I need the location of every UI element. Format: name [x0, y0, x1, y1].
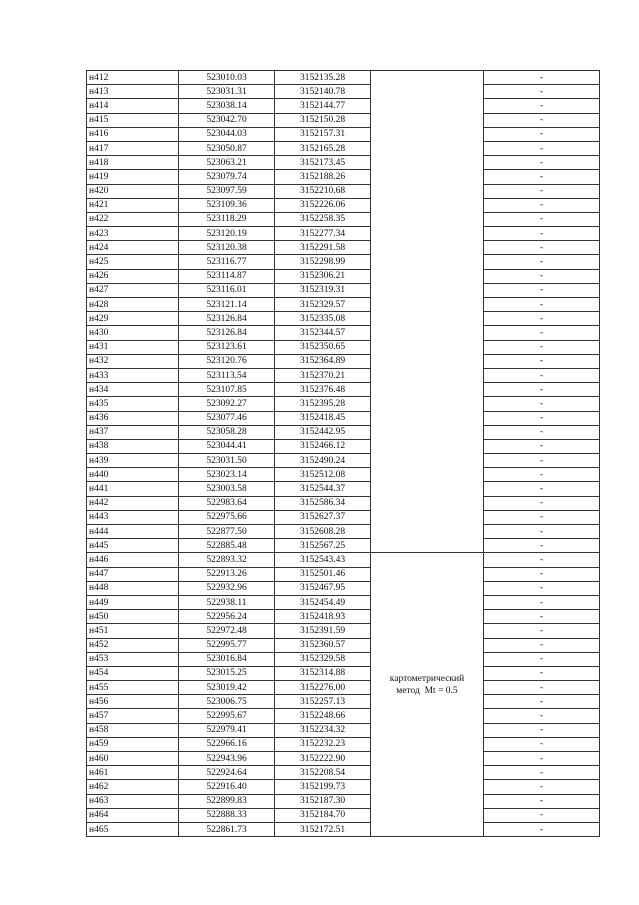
- coord-y-cell: 3152376.48: [275, 383, 371, 397]
- point-id-cell: н448: [87, 581, 179, 595]
- table-row: [87, 737, 600, 751]
- coord-x-cell: 523097.59: [179, 184, 275, 198]
- coord-x-cell: 523016.84: [179, 652, 275, 666]
- coord-x-cell: 523114.87: [179, 269, 275, 283]
- coord-x-cell: 522893.32: [179, 553, 275, 567]
- accuracy-cell: -: [484, 241, 600, 255]
- table-row: [87, 198, 600, 212]
- coord-x-cell: 523120.76: [179, 354, 275, 368]
- table-row: [87, 411, 600, 425]
- point-id-cell: н423: [87, 227, 179, 241]
- table-row: [87, 794, 600, 808]
- coord-y-cell: 3152544.37: [275, 482, 371, 496]
- table-row: [87, 780, 600, 794]
- coord-x-cell: 523123.61: [179, 340, 275, 354]
- coord-y-cell: 3152291.58: [275, 241, 371, 255]
- point-id-cell: н456: [87, 695, 179, 709]
- coord-x-cell: 522888.33: [179, 808, 275, 822]
- table-row: [87, 468, 600, 482]
- coord-x-cell: 523079.74: [179, 170, 275, 184]
- point-id-cell: н453: [87, 652, 179, 666]
- point-id-cell: н465: [87, 822, 179, 836]
- table-row: [87, 695, 600, 709]
- coord-y-cell: 3152454.49: [275, 595, 371, 609]
- coord-x-cell: 523118.29: [179, 212, 275, 226]
- coord-x-cell: 522932.96: [179, 581, 275, 595]
- coord-y-cell: 3152210.68: [275, 184, 371, 198]
- accuracy-cell: -: [484, 752, 600, 766]
- accuracy-cell: -: [484, 581, 600, 595]
- coord-y-cell: 3152512.08: [275, 468, 371, 482]
- accuracy-cell: -: [484, 340, 600, 354]
- coord-y-cell: 3152306.21: [275, 269, 371, 283]
- point-id-cell: н425: [87, 255, 179, 269]
- accuracy-cell: -: [484, 666, 600, 680]
- coord-y-cell: 3152627.37: [275, 510, 371, 524]
- coord-x-cell: 523031.50: [179, 454, 275, 468]
- coord-x-cell: 522995.67: [179, 709, 275, 723]
- point-id-cell: н416: [87, 127, 179, 141]
- point-id-cell: н431: [87, 340, 179, 354]
- coord-x-cell: 523109.36: [179, 198, 275, 212]
- coord-y-cell: 3152187.30: [275, 794, 371, 808]
- coord-y-cell: 3152232.23: [275, 737, 371, 751]
- accuracy-cell: -: [484, 468, 600, 482]
- accuracy-cell: -: [484, 184, 600, 198]
- point-id-cell: н451: [87, 624, 179, 638]
- table-row: [87, 241, 600, 255]
- coord-y-cell: 3152319.31: [275, 283, 371, 297]
- point-id-cell: н462: [87, 780, 179, 794]
- coord-x-cell: 522885.48: [179, 539, 275, 553]
- coord-x-cell: 522877.50: [179, 525, 275, 539]
- coord-x-cell: 522938.11: [179, 595, 275, 609]
- table-row: [87, 454, 600, 468]
- table-row: [87, 808, 600, 822]
- coord-x-cell: 523120.19: [179, 227, 275, 241]
- accuracy-cell: -: [484, 71, 600, 85]
- accuracy-cell: -: [484, 425, 600, 439]
- table-row: [87, 283, 600, 297]
- table-row: [87, 567, 600, 581]
- accuracy-cell: -: [484, 454, 600, 468]
- point-id-cell: н436: [87, 411, 179, 425]
- table-row: [87, 312, 600, 326]
- accuracy-cell: -: [484, 652, 600, 666]
- point-id-cell: н443: [87, 510, 179, 524]
- coord-x-cell: 523044.03: [179, 127, 275, 141]
- accuracy-cell: -: [484, 113, 600, 127]
- accuracy-cell: -: [484, 681, 600, 695]
- coord-y-cell: 3152329.58: [275, 652, 371, 666]
- accuracy-cell: -: [484, 808, 600, 822]
- coord-x-cell: 523116.01: [179, 283, 275, 297]
- table-row: [87, 99, 600, 113]
- table-row: [87, 383, 600, 397]
- table-row: [87, 340, 600, 354]
- table-row: [87, 425, 600, 439]
- accuracy-cell: -: [484, 482, 600, 496]
- table-row: [87, 681, 600, 695]
- accuracy-cell: -: [484, 553, 600, 567]
- point-id-cell: н414: [87, 99, 179, 113]
- point-id-cell: н464: [87, 808, 179, 822]
- table-row: [87, 723, 600, 737]
- point-id-cell: н426: [87, 269, 179, 283]
- accuracy-cell: -: [484, 439, 600, 453]
- table-row: [87, 752, 600, 766]
- coord-x-cell: 523042.70: [179, 113, 275, 127]
- point-id-cell: н439: [87, 454, 179, 468]
- accuracy-cell: -: [484, 227, 600, 241]
- table-row: [87, 141, 600, 155]
- coord-y-cell: 3152350.65: [275, 340, 371, 354]
- point-id-cell: н452: [87, 638, 179, 652]
- point-id-cell: н461: [87, 766, 179, 780]
- table-row: [87, 156, 600, 170]
- coord-x-cell: 522913.26: [179, 567, 275, 581]
- coord-y-cell: 3152370.21: [275, 368, 371, 382]
- accuracy-cell: -: [484, 212, 600, 226]
- point-id-cell: н434: [87, 383, 179, 397]
- coord-y-cell: 3152248.66: [275, 709, 371, 723]
- point-id-cell: н459: [87, 737, 179, 751]
- table-row: [87, 482, 600, 496]
- point-id-cell: н444: [87, 525, 179, 539]
- point-id-cell: н463: [87, 794, 179, 808]
- table-row: [87, 553, 600, 567]
- accuracy-cell: -: [484, 780, 600, 794]
- coord-y-cell: 3152226.06: [275, 198, 371, 212]
- coord-y-cell: 3152501.46: [275, 567, 371, 581]
- point-id-cell: н420: [87, 184, 179, 198]
- table-row: [87, 666, 600, 680]
- table-row: [87, 354, 600, 368]
- point-id-cell: н419: [87, 170, 179, 184]
- coord-x-cell: 523006.75: [179, 695, 275, 709]
- table-row: [87, 326, 600, 340]
- coord-x-cell: 522975.66: [179, 510, 275, 524]
- accuracy-cell: -: [484, 737, 600, 751]
- coordinates-table: [86, 70, 600, 837]
- coord-y-cell: 3152199.73: [275, 780, 371, 794]
- coord-x-cell: 523116.77: [179, 255, 275, 269]
- table-row: [87, 298, 600, 312]
- table-row: [87, 652, 600, 666]
- table-row: [87, 71, 600, 85]
- coord-y-cell: 3152208.54: [275, 766, 371, 780]
- point-id-cell: н454: [87, 666, 179, 680]
- coord-x-cell: 523113.54: [179, 368, 275, 382]
- point-id-cell: н446: [87, 553, 179, 567]
- coord-y-cell: 3152543.43: [275, 553, 371, 567]
- coord-y-cell: 3152276.00: [275, 681, 371, 695]
- accuracy-cell: -: [484, 127, 600, 141]
- point-id-cell: н440: [87, 468, 179, 482]
- coord-y-cell: 3152188.26: [275, 170, 371, 184]
- table-row: [87, 595, 600, 609]
- table-row: [87, 397, 600, 411]
- method-line-1: картометрический: [389, 674, 465, 685]
- accuracy-cell: -: [484, 283, 600, 297]
- accuracy-cell: -: [484, 525, 600, 539]
- coord-y-cell: 3152391.59: [275, 624, 371, 638]
- coord-x-cell: 522983.64: [179, 496, 275, 510]
- accuracy-cell: -: [484, 156, 600, 170]
- accuracy-cell: -: [484, 624, 600, 638]
- accuracy-cell: -: [484, 312, 600, 326]
- point-id-cell: н422: [87, 212, 179, 226]
- point-id-cell: н413: [87, 85, 179, 99]
- coord-x-cell: 522899.83: [179, 794, 275, 808]
- accuracy-cell: -: [484, 496, 600, 510]
- accuracy-cell: -: [484, 822, 600, 836]
- coord-y-cell: 3152608.28: [275, 525, 371, 539]
- coord-x-cell: 522916.40: [179, 780, 275, 794]
- accuracy-cell: -: [484, 170, 600, 184]
- coord-x-cell: 522995.77: [179, 638, 275, 652]
- point-id-cell: н424: [87, 241, 179, 255]
- point-id-cell: н441: [87, 482, 179, 496]
- point-id-cell: н435: [87, 397, 179, 411]
- coord-x-cell: 523010.03: [179, 71, 275, 85]
- coord-x-cell: 522943.96: [179, 752, 275, 766]
- accuracy-cell: -: [484, 198, 600, 212]
- coord-y-cell: 3152360.57: [275, 638, 371, 652]
- point-id-cell: н437: [87, 425, 179, 439]
- table-row: [87, 496, 600, 510]
- accuracy-cell: -: [484, 411, 600, 425]
- table-row: [87, 610, 600, 624]
- coord-x-cell: 523126.84: [179, 326, 275, 340]
- coord-x-cell: 523092.27: [179, 397, 275, 411]
- coord-x-cell: 523031.31: [179, 85, 275, 99]
- coord-x-cell: 522924.64: [179, 766, 275, 780]
- coord-x-cell: 523077.46: [179, 411, 275, 425]
- accuracy-cell: -: [484, 298, 600, 312]
- coord-y-cell: 3152277.34: [275, 227, 371, 241]
- table-row: [87, 709, 600, 723]
- coord-y-cell: 3152418.93: [275, 610, 371, 624]
- accuracy-cell: -: [484, 695, 600, 709]
- coord-y-cell: 3152258.35: [275, 212, 371, 226]
- point-id-cell: н442: [87, 496, 179, 510]
- accuracy-cell: -: [484, 723, 600, 737]
- table-row: [87, 638, 600, 652]
- accuracy-cell: -: [484, 141, 600, 155]
- table-row: [87, 510, 600, 524]
- coord-x-cell: 522956.24: [179, 610, 275, 624]
- table-row: [87, 269, 600, 283]
- coord-y-cell: 3152140.78: [275, 85, 371, 99]
- point-id-cell: н429: [87, 312, 179, 326]
- accuracy-cell: -: [484, 99, 600, 113]
- table-row: [87, 581, 600, 595]
- point-id-cell: н438: [87, 439, 179, 453]
- accuracy-cell: -: [484, 567, 600, 581]
- coord-x-cell: 523050.87: [179, 141, 275, 155]
- table-row: [87, 766, 600, 780]
- coord-y-cell: 3152222.90: [275, 752, 371, 766]
- point-id-cell: н428: [87, 298, 179, 312]
- accuracy-cell: -: [484, 383, 600, 397]
- accuracy-cell: -: [484, 85, 600, 99]
- coord-y-cell: 3152586.34: [275, 496, 371, 510]
- accuracy-cell: -: [484, 354, 600, 368]
- accuracy-cell: -: [484, 368, 600, 382]
- coord-y-cell: 3152344.57: [275, 326, 371, 340]
- coord-y-cell: 3152314.88: [275, 666, 371, 680]
- point-id-cell: н433: [87, 368, 179, 382]
- coordinates-table-container: [86, 70, 600, 837]
- point-id-cell: н432: [87, 354, 179, 368]
- accuracy-cell: -: [484, 766, 600, 780]
- table-row: [87, 525, 600, 539]
- coord-y-cell: 3152329.57: [275, 298, 371, 312]
- accuracy-cell: -: [484, 709, 600, 723]
- accuracy-cell: -: [484, 638, 600, 652]
- point-id-cell: н417: [87, 141, 179, 155]
- coord-x-cell: 523003.58: [179, 482, 275, 496]
- coord-y-cell: 3152567.25: [275, 539, 371, 553]
- coord-x-cell: 523121.14: [179, 298, 275, 312]
- coord-y-cell: 3152165.28: [275, 141, 371, 155]
- coordinates-table-body: [87, 71, 600, 837]
- coord-y-cell: 3152257.13: [275, 695, 371, 709]
- coord-y-cell: 3152234.32: [275, 723, 371, 737]
- accuracy-cell: -: [484, 255, 600, 269]
- coord-y-cell: 3152173.45: [275, 156, 371, 170]
- table-row: [87, 113, 600, 127]
- coord-x-cell: 523038.14: [179, 99, 275, 113]
- point-id-cell: н427: [87, 283, 179, 297]
- point-id-cell: н421: [87, 198, 179, 212]
- coord-y-cell: 3152150.28: [275, 113, 371, 127]
- point-id-cell: н418: [87, 156, 179, 170]
- coord-y-cell: 3152135.28: [275, 71, 371, 85]
- method-cell-group-2: [371, 553, 484, 837]
- accuracy-cell: -: [484, 595, 600, 609]
- table-row: [87, 439, 600, 453]
- coord-y-cell: 3152298.99: [275, 255, 371, 269]
- point-id-cell: н450: [87, 610, 179, 624]
- table-row: [87, 227, 600, 241]
- point-id-cell: н445: [87, 539, 179, 553]
- coord-y-cell: 3152364.89: [275, 354, 371, 368]
- table-row: [87, 368, 600, 382]
- coord-x-cell: 523023.14: [179, 468, 275, 482]
- point-id-cell: н415: [87, 113, 179, 127]
- coord-x-cell: 523019.42: [179, 681, 275, 695]
- table-row: [87, 624, 600, 638]
- coord-x-cell: 523015.25: [179, 666, 275, 680]
- coord-x-cell: 523120.38: [179, 241, 275, 255]
- coord-x-cell: 523126.84: [179, 312, 275, 326]
- coord-y-cell: 3152395.28: [275, 397, 371, 411]
- table-row: [87, 85, 600, 99]
- table-row: [87, 170, 600, 184]
- method-cell-group-1: [371, 71, 484, 553]
- point-id-cell: н460: [87, 752, 179, 766]
- coord-x-cell: 522972.48: [179, 624, 275, 638]
- point-id-cell: н412: [87, 71, 179, 85]
- table-row: [87, 539, 600, 553]
- coord-y-cell: 3152467.95: [275, 581, 371, 595]
- accuracy-cell: -: [484, 610, 600, 624]
- coord-x-cell: 523063.21: [179, 156, 275, 170]
- coord-y-cell: 3152335.08: [275, 312, 371, 326]
- point-id-cell: н455: [87, 681, 179, 695]
- coord-x-cell: 522861.73: [179, 822, 275, 836]
- coord-y-cell: 3152172.51: [275, 822, 371, 836]
- coord-x-cell: 523044.41: [179, 439, 275, 453]
- accuracy-cell: -: [484, 326, 600, 340]
- coord-y-cell: 3152144.77: [275, 99, 371, 113]
- accuracy-cell: -: [484, 794, 600, 808]
- coord-y-cell: 3152466.12: [275, 439, 371, 453]
- point-id-cell: н458: [87, 723, 179, 737]
- coord-y-cell: 3152418.45: [275, 411, 371, 425]
- table-row: [87, 212, 600, 226]
- accuracy-cell: -: [484, 539, 600, 553]
- point-id-cell: н449: [87, 595, 179, 609]
- point-id-cell: н447: [87, 567, 179, 581]
- coord-y-cell: 3152157.31: [275, 127, 371, 141]
- coord-x-cell: 523107.85: [179, 383, 275, 397]
- accuracy-cell: -: [484, 269, 600, 283]
- point-id-cell: н457: [87, 709, 179, 723]
- coord-y-cell: 3152442.95: [275, 425, 371, 439]
- coord-y-cell: 3152490.24: [275, 454, 371, 468]
- accuracy-cell: -: [484, 397, 600, 411]
- point-id-cell: н430: [87, 326, 179, 340]
- method-line-2: метод Mt = 0.5: [396, 686, 458, 697]
- table-row: [87, 127, 600, 141]
- coord-y-cell: 3152184.70: [275, 808, 371, 822]
- table-row: [87, 255, 600, 269]
- accuracy-cell: -: [484, 510, 600, 524]
- coord-x-cell: 523058.28: [179, 425, 275, 439]
- table-row: [87, 184, 600, 198]
- table-row: [87, 822, 600, 836]
- coord-x-cell: 522966.16: [179, 737, 275, 751]
- coord-x-cell: 522979.41: [179, 723, 275, 737]
